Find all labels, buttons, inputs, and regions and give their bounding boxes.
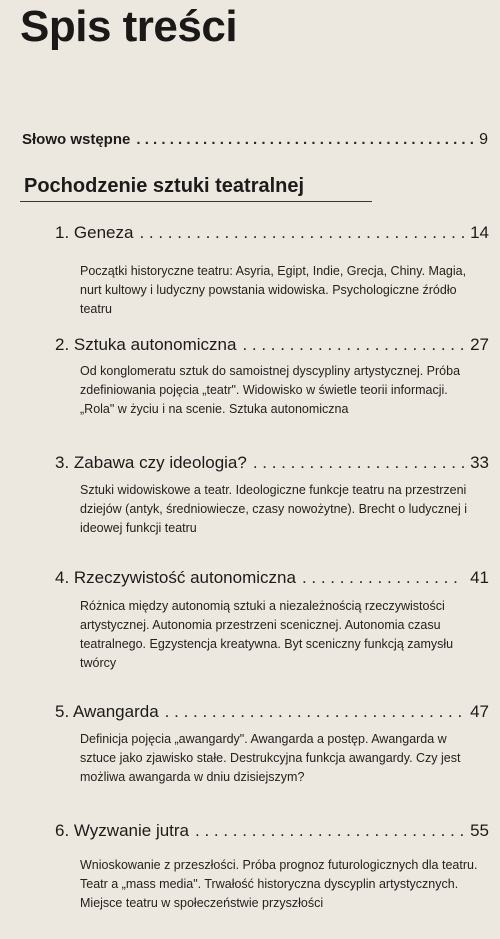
chapter-page-number: 14 [470, 223, 489, 242]
chapter-description: Początki historyczne teatru: Asyria, Egipt, Indie, Grecja, Chiny. Magia, nurt kultowy i ludyczny powstania widowiska. Psychologiczne źródło teatru [80, 264, 467, 316]
toc-entry-foreword [22, 131, 488, 149]
chapter-title: 4. Rzeczywistość autonomiczna [55, 568, 296, 587]
toc-entry-chapter-1 [55, 223, 489, 243]
chapter-description: Definicja pojęcia „awangardy". Awangarda a postęp. Awangarda w sztuce jako zjawisko stałe. Destrukcyjna funkcja awangardy. Czy jest możliwa awangarda w dniu dzisiejszym? [80, 732, 461, 784]
chapter-page-number: 55 [470, 821, 489, 840]
toc-entry-chapter-6 [55, 821, 489, 841]
chapter-page-number: 33 [470, 453, 489, 472]
chapter-title: 6. Wyzwanie jutra [55, 821, 190, 840]
page-title: Spis treści [20, 2, 238, 51]
dot-leader [139, 223, 464, 243]
toc-entry-chapter-4 [55, 568, 489, 588]
section-underline [20, 201, 372, 202]
chapter-page-number: 47 [470, 702, 489, 721]
toc-entry-chapter-2 [55, 335, 489, 355]
chapter-title: 1. Geneza [55, 223, 134, 242]
dot-leader [253, 453, 464, 473]
chapter-description: Wnioskowanie z przeszłości. Próba prognoz futurologicznych dla teatru. Teatr a „mass media". Trwałość historyczna dyscyplin artystycznych. Miejsce teatru w społeczeństwie przyszłości [80, 858, 478, 910]
toc-entry-chapter-5 [55, 702, 489, 722]
foreword-label: Słowo wstępne [22, 131, 131, 148]
dot-leader [165, 702, 464, 722]
chapter-page-number: 41 [470, 568, 489, 587]
dot-leader [302, 568, 464, 588]
dot-leader [195, 821, 464, 841]
foreword-page-number: 9 [479, 131, 488, 148]
toc-entry-chapter-3 [55, 453, 489, 473]
chapter-description: Sztuki widowiskowe a teatr. Ideologiczne funkcje teatru na przestrzeni dziejów (antyk, średniowiecze, czasy nowożytne). Brecht o ludycznej i ideowej funkcji teatru [80, 483, 467, 535]
chapter-description: Różnica między autonomią sztuki a niezależnością rzeczywistości artystycznej. Autonomia przestrzeni scenicznej. Autonomia czasu teatralnego. Egzystencja kreatywna. Byt sceniczny funkcją zamysłu twórcy [80, 599, 454, 670]
dot-leader [242, 335, 464, 355]
chapter-description: Od konglomeratu sztuk do samoistnej dyscypliny artystycznej. Próba zdefiniowania pojęcia „teatr". Widowisko w świetle teorii informacji. „Rola" w życiu i na scenie. Sztuka autonomiczna [80, 364, 461, 416]
dot-leader [136, 131, 473, 148]
chapter-page-number: 27 [470, 335, 489, 354]
chapter-title: 2. Sztuka autonomiczna [55, 335, 237, 354]
chapter-title: 3. Zabawa czy ideologia? [55, 453, 247, 472]
section-heading: Pochodzenie sztuki teatralnej [24, 175, 305, 197]
chapter-title: 5. Awangarda [55, 702, 159, 721]
